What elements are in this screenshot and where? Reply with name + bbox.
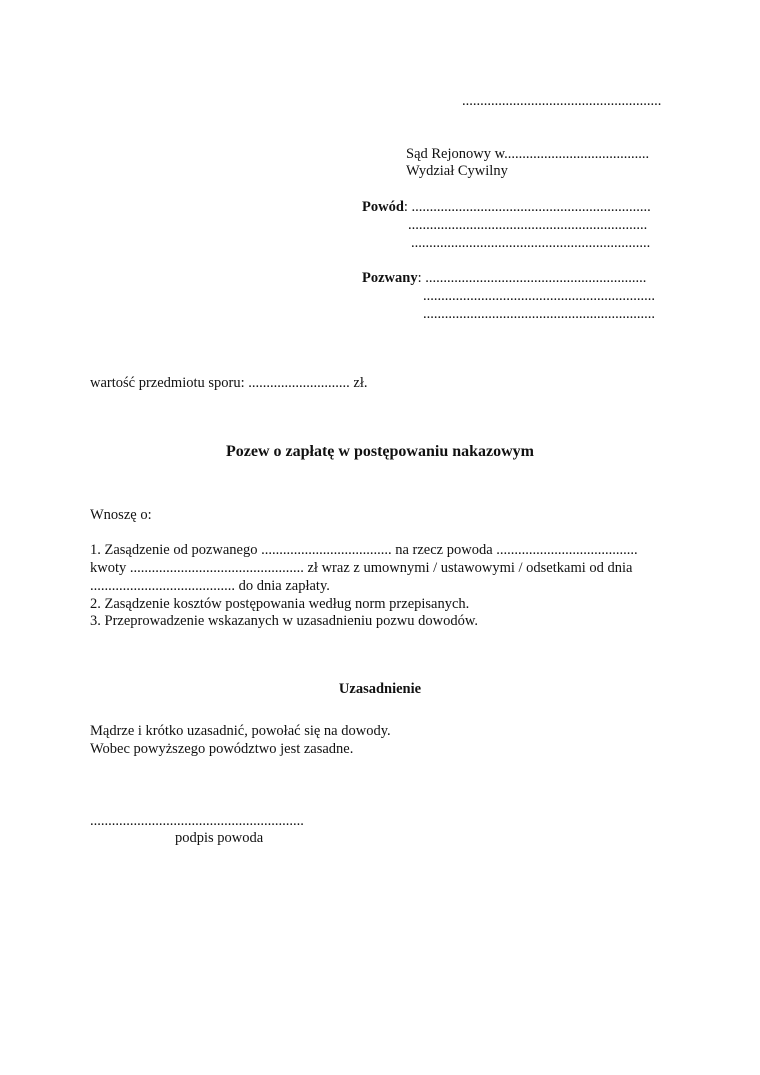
defendant-field-1: : ............................................................. [417, 270, 647, 286]
plaintiff-line-1 [362, 198, 651, 216]
court-name: Sąd Rejonowy w........................................ [406, 146, 650, 162]
request-line-1: 1. Zasądzenie od pozwanego .................................... na rzecz powoda ....................................... [90, 542, 638, 558]
dispute-value: wartość przedmiotu sporu: ............................ zł. [90, 375, 368, 391]
request-line-5: 3. Przeprowadzenie wskazanych w uzasadnieniu pozwu dowodów. [90, 613, 479, 629]
court-division: Wydział Cywilny [406, 163, 508, 179]
justification-line-1: Mądrze i krótko uzasadnić, powołać się na dowody. [90, 723, 391, 739]
request-line-4: 2. Zasądzenie kosztów postępowania według norm przepisanych. [90, 596, 470, 612]
defendant-field-3: ................................................................ [423, 306, 655, 322]
justification-line-2: Wobec powyższego powództwo jest zasadne. [90, 741, 354, 757]
plaintiff-field-3: .................................................................. [411, 235, 651, 251]
document-title: Pozew o zapłatę w postępowaniu nakazowym [226, 443, 534, 460]
request-line-3: ........................................ do dnia zapłaty. [90, 578, 330, 594]
place-date-line: ....................................................... [462, 93, 662, 109]
request-line-2: kwoty ................................................ zł wraz z umownymi / ustawowymi / odsetkami od dnia [90, 560, 633, 576]
signature-line: ........................................................... [90, 813, 304, 829]
defendant-label: Pozwany [362, 270, 418, 286]
plaintiff-label: Powód [362, 199, 404, 215]
signature-label: podpis powoda [175, 830, 264, 846]
defendant-line-1 [362, 269, 646, 287]
justification-heading: Uzasadnienie [338, 681, 422, 697]
plaintiff-field-2: .................................................................. [408, 217, 648, 233]
requests-intro: Wnoszę o: [90, 507, 152, 523]
plaintiff-field-1: : .................................................................. [403, 199, 651, 215]
defendant-field-2: ................................................................ [423, 288, 655, 304]
